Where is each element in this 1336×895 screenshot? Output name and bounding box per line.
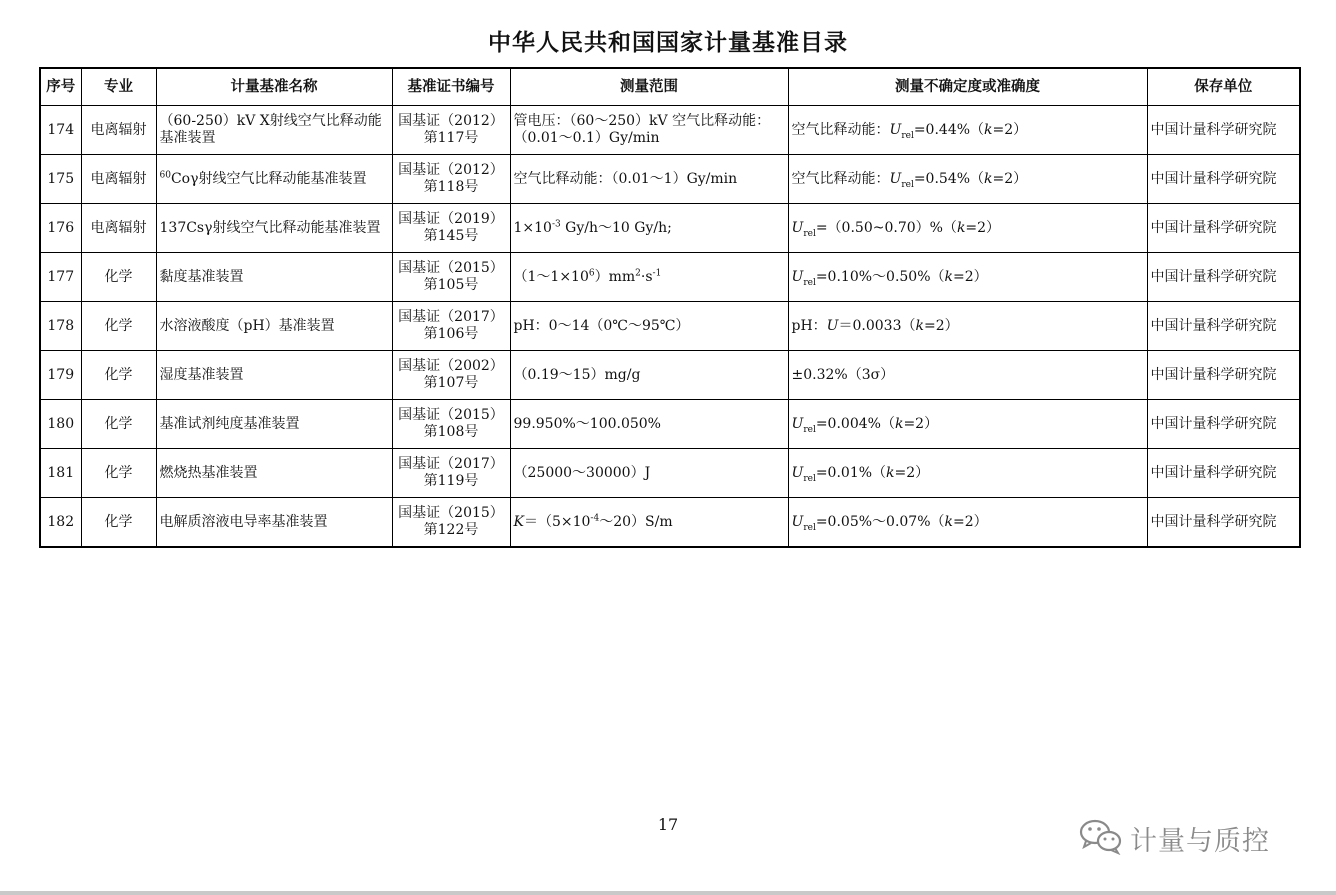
row-no: 174 xyxy=(40,106,81,155)
row-uncertainty: 空气比释动能：$U_{rel}=0.44\%(k=2)$ xyxy=(788,106,1147,155)
row-range: （25000～30000）J xyxy=(510,449,788,498)
row-range: $1\times 10^{-3}$ Gy/h～10 Gy/h; xyxy=(510,204,788,253)
row-name: $^{60}$Coγ射线空气比释动能基准装置 xyxy=(156,155,392,204)
row-uncertainty: $U_{rel}=0.05\%\sim 0.07\%(k=2)$ xyxy=(788,498,1147,548)
row-range: $(1\sim 1\times 10^6)mm^2\cdot s^{-1}$ xyxy=(510,253,788,302)
row-field: 化学 xyxy=(81,498,156,548)
cert-number: 第108号 xyxy=(423,424,479,440)
row-range: 空气比释动能：（0.01～1）Gy/min xyxy=(510,155,788,204)
row-unit: 中国计量科学研究院 xyxy=(1147,253,1300,302)
header-no: 序号 xyxy=(40,68,81,106)
row-field: 化学 xyxy=(81,400,156,449)
row-name: 燃烧热基准装置 xyxy=(156,449,392,498)
row-no: 182 xyxy=(40,498,81,548)
row-field: 电离辐射 xyxy=(81,204,156,253)
row-field: 化学 xyxy=(81,351,156,400)
cert-year: 国基证（2002） xyxy=(398,358,504,374)
bottom-scroll-bar xyxy=(0,891,1336,895)
row-cert xyxy=(392,449,510,498)
cert-year: 国基证（2012） xyxy=(398,113,504,129)
row-field: 化学 xyxy=(81,302,156,351)
row-field: 电离辐射 xyxy=(81,155,156,204)
row-range: （0.19～15）mg/g xyxy=(510,351,788,400)
row-unit: 中国计量科学研究院 xyxy=(1147,351,1300,400)
cert-number: 第117号 xyxy=(423,130,479,146)
row-uncertainty: ±0.32%（3σ） xyxy=(788,351,1147,400)
row-cert xyxy=(392,498,510,548)
cert-year: 国基证（2015） xyxy=(398,260,504,276)
cert-number: 第118号 xyxy=(423,179,479,195)
row-uncertainty: 空气比释动能：$U_{rel}=0.54\%(k=2)$ xyxy=(788,155,1147,204)
header-field: 专业 xyxy=(81,68,156,106)
header-row xyxy=(40,68,1300,106)
row-no: 180 xyxy=(40,400,81,449)
row-uncertainty: $U_{rel}=0.004\%(k=2)$ xyxy=(788,400,1147,449)
table-row xyxy=(40,204,1300,253)
cert-number: 第106号 xyxy=(423,326,479,342)
cert-number: 第119号 xyxy=(423,473,479,489)
cert-year: 国基证（2017） xyxy=(398,309,504,325)
row-uncertainty: $U_{rel}=(0.50\sim 0.70)\%(k=2)$ xyxy=(788,204,1147,253)
row-unit: 中国计量科学研究院 xyxy=(1147,106,1300,155)
row-field: 化学 xyxy=(81,449,156,498)
row-no: 176 xyxy=(40,204,81,253)
cert-year: 国基证（2015） xyxy=(398,407,504,423)
row-field: 化学 xyxy=(81,253,156,302)
row-uncertainty: pH：U＝0.0033（k=2） xyxy=(788,302,1147,351)
row-unit: 中国计量科学研究院 xyxy=(1147,302,1300,351)
row-name: 水溶液酸度（pH）基准装置 xyxy=(156,302,392,351)
table-row xyxy=(40,351,1300,400)
row-cert xyxy=(392,400,510,449)
row-no: 178 xyxy=(40,302,81,351)
wechat-icon xyxy=(1078,817,1124,859)
row-unit: 中国计量科学研究院 xyxy=(1147,155,1300,204)
row-name: 黏度基准装置 xyxy=(156,253,392,302)
row-cert xyxy=(392,204,510,253)
header-range: 测量范围 xyxy=(510,68,788,106)
row-field: 电离辐射 xyxy=(81,106,156,155)
header-uncertainty: 测量不确定度或准确度 xyxy=(788,68,1147,106)
row-range: $K=(5\times 10^{-4}\sim 20)S/m$ xyxy=(510,498,788,548)
row-name: 137Csγ射线空气比释动能基准装置 xyxy=(156,204,392,253)
header-name: 计量基准名称 xyxy=(156,68,392,106)
row-name: 湿度基准装置 xyxy=(156,351,392,400)
row-cert xyxy=(392,106,510,155)
cert-year: 国基证（2017） xyxy=(398,456,504,472)
page-title: 中华人民共和国国家计量基准目录 xyxy=(488,30,848,56)
table-row xyxy=(40,400,1300,449)
row-no: 181 xyxy=(40,449,81,498)
row-unit: 中国计量科学研究院 xyxy=(1147,449,1300,498)
row-unit: 中国计量科学研究院 xyxy=(1147,204,1300,253)
table-row xyxy=(40,155,1300,204)
watermark xyxy=(1078,818,1270,858)
table-row xyxy=(40,253,1300,302)
row-cert xyxy=(392,302,510,351)
table-row xyxy=(40,106,1300,155)
header-unit: 保存单位 xyxy=(1147,68,1300,106)
row-range: 管电压：（60～250）kV 空气比释动能：（0.01～0.1）Gy/min xyxy=(510,106,788,155)
cert-year: 国基证（2015） xyxy=(398,505,504,521)
row-cert xyxy=(392,253,510,302)
row-no: 179 xyxy=(40,351,81,400)
row-unit: 中国计量科学研究院 xyxy=(1147,400,1300,449)
watermark-text: 计量与质控 xyxy=(1130,825,1270,857)
row-unit: 中国计量科学研究院 xyxy=(1147,498,1300,548)
header-cert: 基准证书编号 xyxy=(392,68,510,106)
row-uncertainty: $U_{rel}=0.01\%(k=2)$ xyxy=(788,449,1147,498)
cert-number: 第107号 xyxy=(423,375,479,391)
cert-number: 第122号 xyxy=(423,522,479,538)
row-range: pH：0～14（0℃～95℃） xyxy=(510,302,788,351)
row-cert xyxy=(392,351,510,400)
table-row xyxy=(40,302,1300,351)
row-cert xyxy=(392,155,510,204)
row-uncertainty: $U_{rel}=0.10\%\sim 0.50\%(k=2)$ xyxy=(788,253,1147,302)
row-name: 电解质溶液电导率基准装置 xyxy=(156,498,392,548)
page-number: 17 xyxy=(657,815,679,834)
row-name: 基准试剂纯度基准装置 xyxy=(156,400,392,449)
standards-table xyxy=(39,67,1301,548)
row-no: 175 xyxy=(40,155,81,204)
cert-number: 第145号 xyxy=(423,228,479,244)
cert-number: 第105号 xyxy=(423,277,479,293)
row-range: 99.950%～100.050% xyxy=(510,400,788,449)
table-row xyxy=(40,498,1300,548)
row-name: （60-250）kV X射线空气比释动能基准装置 xyxy=(156,106,392,155)
cert-year: 国基证（2019） xyxy=(398,211,504,227)
cert-year: 国基证（2012） xyxy=(398,162,504,178)
table-row xyxy=(40,449,1300,498)
row-no: 177 xyxy=(40,253,81,302)
